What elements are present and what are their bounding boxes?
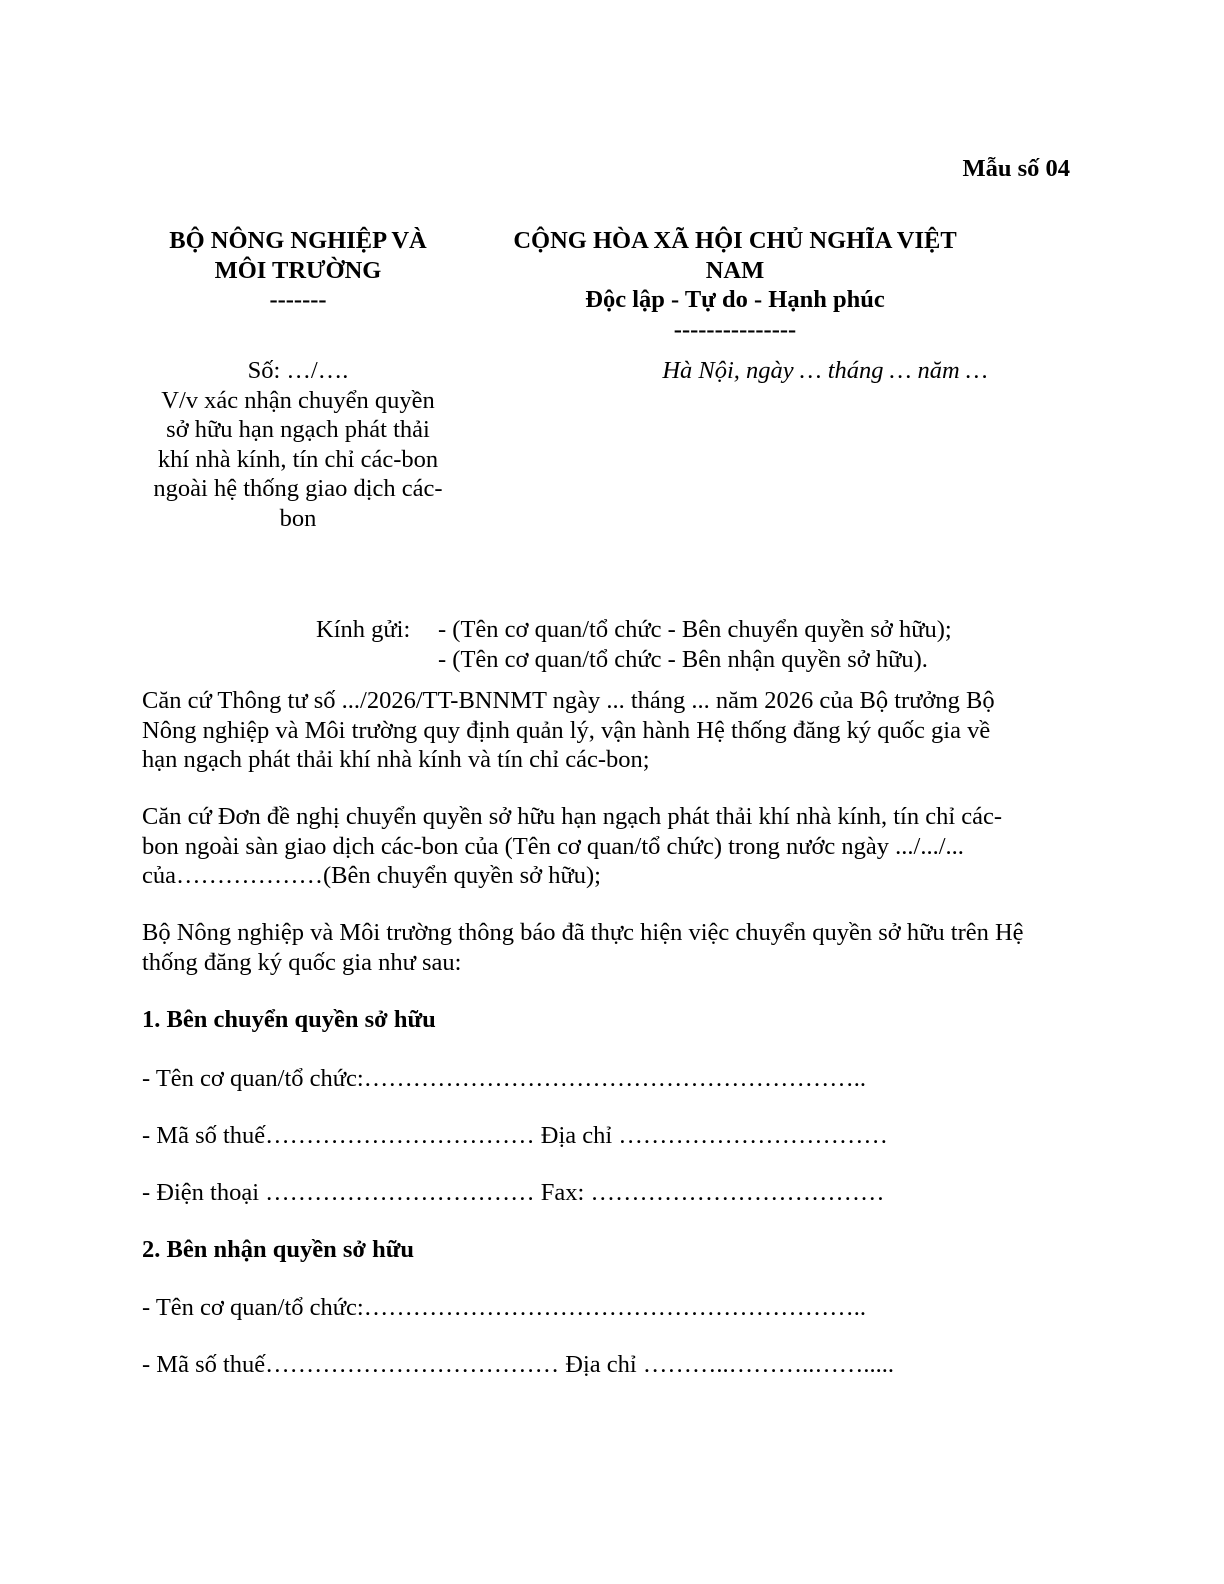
transferee-tax-address-field: - Mã số thuế……………………………… Địa chỉ ………..………..……..... [142,1351,894,1378]
paragraph-line: Căn cứ Thông tư số .../2026/TT-BNNMT ngày ... tháng ... năm 2026 của Bộ trưởng Bộ [142,687,995,714]
legal-basis-paragraph-1 [142,686,1072,775]
legal-basis-paragraph-2 [142,802,1072,891]
org-name-line-1: BỘ NÔNG NGHIỆP VÀ [169,227,427,254]
recipients-block [316,615,952,674]
place-date-line: Hà Nội, ngày … tháng … năm … [662,357,988,384]
paragraph-line: Nông nghiệp và Môi trường quy định quản lý, vận hành Hệ thống đăng ký quốc gia về [142,716,991,744]
paragraph-line: Căn cứ Đơn đề nghị chuyển quyền sở hữu hạn ngạch phát thải khí nhà kính, tín chỉ các- [142,803,1003,830]
document-number: Số: …/…. [247,357,349,384]
document-number-block [140,356,456,533]
recipients-label: Kính gửi: [316,616,411,643]
transferee-org-name-field: - Tên cơ quan/tổ chức:…………………………………………………….. [142,1294,866,1321]
announcement-paragraph [142,918,1082,977]
paragraph-line: thống đăng ký quốc gia như sau: [142,948,462,976]
paragraph-line: hạn ngạch phát thải khí nhà kính và tín chỉ các-bon; [142,746,650,773]
transferor-tax-address-field: - Mã số thuế…………………………… Địa chỉ …………………………… [142,1122,888,1149]
section-1-heading: 1. Bên chuyển quyền sở hữu [142,1006,436,1033]
national-header [470,226,1000,344]
nation-name-line-2: NAM [705,256,765,284]
section-2-heading: 2. Bên nhận quyền sở hữu [142,1236,415,1263]
motto-separator: --------------- [673,315,797,343]
paragraph-line: của………………(Bên chuyển quyền sở hữu); [142,862,601,889]
recipient-item: - (Tên cơ quan/tổ chức - Bên chuyển quyền sở hữu); [438,616,952,643]
recipient-item: - (Tên cơ quan/tổ chức - Bên nhận quyền sở hữu). [438,645,928,673]
national-motto: Độc lập - Tự do - Hạnh phúc [585,286,885,313]
nation-name-line-1: CỘNG HÒA XÃ HỘI CHỦ NGHĨA VIỆT [513,227,957,254]
transferor-phone-fax-field: - Điện thoại …………………………… Fax: ……………………………… [142,1179,885,1206]
form-number: Mẫu số 04 [962,155,1070,182]
paragraph-line: bon ngoài sàn giao dịch các-bon của (Tên cơ quan/tổ chức) trong nước ngày .../.../... [142,832,964,860]
issuing-organization [150,226,446,315]
subject-line: ngoài hệ thống giao dịch các- [153,475,443,502]
subject-line: sở hữu hạn ngạch phát thải [166,416,430,443]
subject-line: khí nhà kính, tín chỉ các-bon [157,445,439,473]
subject-line: bon [279,504,317,532]
org-separator: ------- [269,286,327,313]
paragraph-line: Bộ Nông nghiệp và Môi trường thông báo đã thực hiện việc chuyển quyền sở hữu trên Hệ [142,919,1024,946]
org-name-line-2: MÔI TRƯỜNG [214,256,382,284]
transferor-org-name-field: - Tên cơ quan/tổ chức:…………………………………………………….. [142,1065,866,1092]
subject-line: V/v xác nhận chuyển quyền [161,386,435,414]
